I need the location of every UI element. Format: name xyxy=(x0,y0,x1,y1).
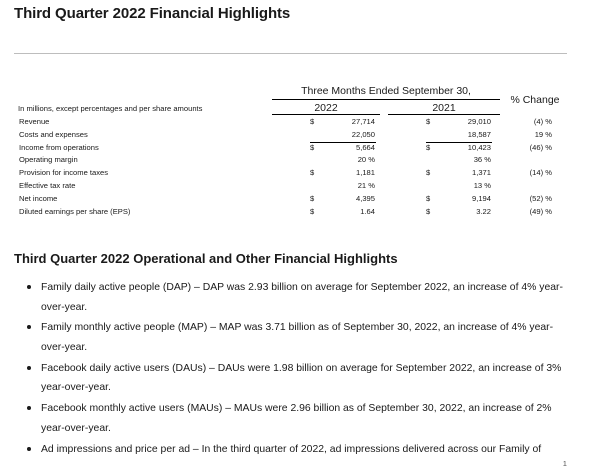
percent-change: (46) % xyxy=(529,142,552,152)
value-2022: 22,050 xyxy=(351,129,375,139)
value-2022: 1,181 xyxy=(355,168,375,178)
value-2021: 36 % xyxy=(473,155,491,165)
subtotal-rule xyxy=(426,142,492,143)
units-note: In millions, except percentages and per share amounts xyxy=(18,104,203,113)
percent-change: 19 % xyxy=(534,129,552,139)
currency-2021: $ xyxy=(426,206,431,216)
currency-2022: $ xyxy=(310,206,315,216)
table-group-header: Three Months Ended September 30, xyxy=(301,85,471,97)
value-2022: 20 % xyxy=(357,155,375,165)
value-2021: 18,587 xyxy=(467,129,491,139)
row-label: Diluted earnings per share (EPS) xyxy=(19,206,131,216)
list-item xyxy=(0,399,600,438)
list-item xyxy=(0,440,600,460)
row-label: Effective tax rate xyxy=(19,181,76,190)
table-row xyxy=(0,181,600,193)
row-label: Income from operations xyxy=(19,142,99,152)
list-item xyxy=(0,359,600,398)
table-row xyxy=(0,168,600,180)
bullet-icon xyxy=(27,325,31,329)
header-rule xyxy=(272,99,500,100)
table-row xyxy=(0,194,600,206)
table-row xyxy=(0,117,600,129)
bullet-text: Facebook monthly active users (MAUs) – MAUs were 2.96 billion as of September 30, 2022, an increase of 2% year-over-year. xyxy=(41,403,552,434)
bullet-text: Ad impressions and price per ad – In the third quarter of 2022, ad impressions delivered across our Family of xyxy=(41,443,542,455)
row-label: Revenue xyxy=(19,117,50,126)
percent-change: (49) % xyxy=(529,206,552,216)
row-label: Operating margin xyxy=(19,155,78,165)
value-2021: 29,010 xyxy=(467,117,491,126)
bullet-text: Facebook daily active users (DAUs) – DAUs were 1.98 billion on average for September 2022, an increase of 3% year-over-year. xyxy=(41,362,562,394)
section-title: Third Quarter 2022 Operational and Other Financial Highlights xyxy=(14,251,398,266)
table-row xyxy=(0,207,600,219)
page-number: 1 xyxy=(562,459,567,468)
currency-2022: $ xyxy=(310,168,315,178)
table-row xyxy=(0,155,600,167)
page-title: Third Quarter 2022 Financial Highlights xyxy=(14,5,291,22)
subtotal-rule xyxy=(310,142,376,143)
value-2021: 9,194 xyxy=(471,193,491,203)
highlights-list xyxy=(0,278,600,460)
bullet-text: Family daily active people (DAP) – DAP was 2.93 billion on average for September 2022, an increase of 4% year-over-year. xyxy=(41,282,563,313)
table-row xyxy=(0,130,600,142)
bullet-icon xyxy=(27,447,31,451)
currency-2022: $ xyxy=(310,117,315,126)
value-2021: 3.22 xyxy=(476,206,491,216)
bullet-icon xyxy=(27,406,31,410)
year-a-rule xyxy=(272,114,380,115)
bullet-text: Family monthly active people (MAP) – MAP was 3.71 billion as of September 30, 2022, an increase of 4% year-over-year. xyxy=(41,322,554,353)
year-2022-header: 2022 xyxy=(314,102,338,114)
divider xyxy=(14,53,567,54)
currency-2021: $ xyxy=(426,193,431,203)
value-2022: 1.64 xyxy=(360,206,375,216)
list-item xyxy=(0,318,600,357)
bullet-icon xyxy=(27,366,31,370)
table-row xyxy=(0,143,600,155)
value-2022: 21 % xyxy=(357,181,375,190)
currency-2022: $ xyxy=(310,193,315,203)
list-item xyxy=(0,278,600,317)
currency-2021: $ xyxy=(426,142,431,152)
value-2021: 10,423 xyxy=(467,142,491,152)
value-2021: 13 % xyxy=(473,181,491,190)
bullet-icon xyxy=(27,285,31,289)
row-label: Net income xyxy=(19,193,58,203)
currency-2021: $ xyxy=(426,168,431,178)
year-b-rule xyxy=(388,114,500,115)
percent-change: (4) % xyxy=(533,117,552,126)
currency-2022: $ xyxy=(310,142,315,152)
value-2021: 1,371 xyxy=(471,168,491,178)
value-2022: 4,395 xyxy=(355,193,375,203)
percent-change: (14) % xyxy=(529,168,552,178)
value-2022: 5,664 xyxy=(355,142,375,152)
row-label: Costs and expenses xyxy=(19,129,88,139)
percent-change: (52) % xyxy=(529,193,552,203)
value-2022: 27,714 xyxy=(351,117,375,126)
row-label: Provision for income taxes xyxy=(19,168,109,178)
change-header: % Change xyxy=(510,94,560,106)
year-2021-header: 2021 xyxy=(432,102,456,114)
currency-2021: $ xyxy=(426,117,431,126)
